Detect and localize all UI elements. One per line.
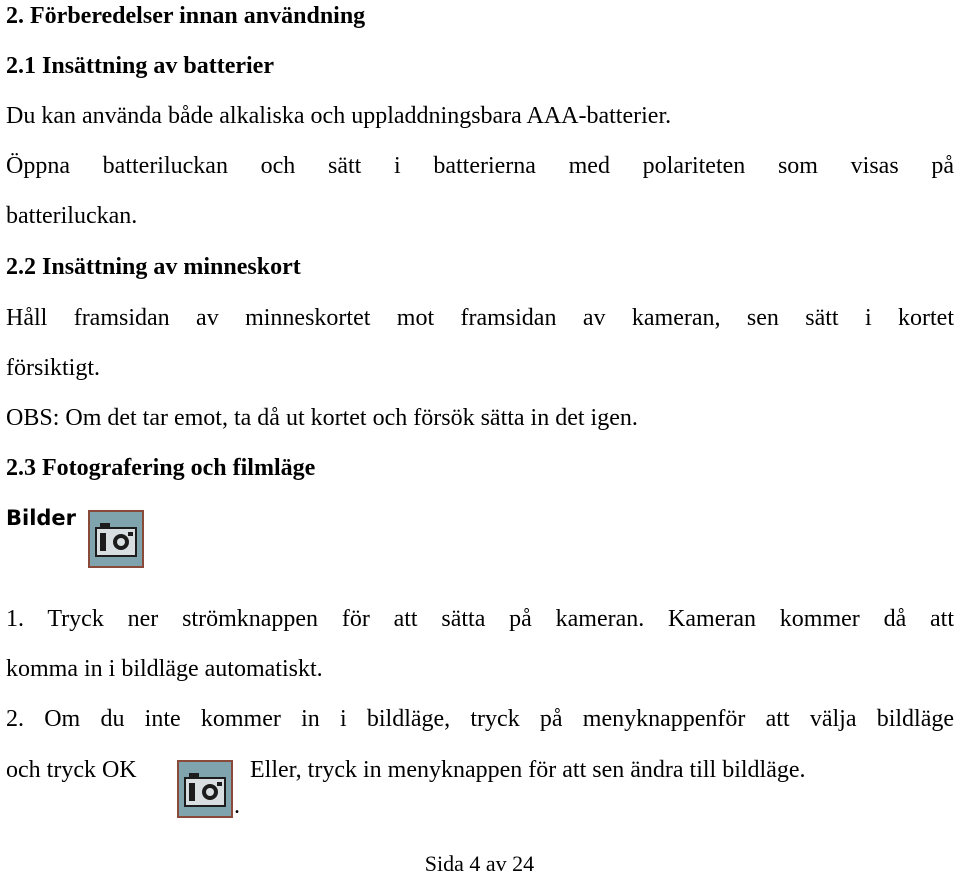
- memory-card-note: OBS: Om det tar emot, ta då ut kortet och försök sätta in det igen.: [6, 405, 638, 431]
- batteries-text-line-2: Öppna batteriluckan och sätt i batterierna med polariteten som visas på: [6, 153, 954, 179]
- step-1-line-1: 1. Tryck ner strömknappen för att sätta på kameran. Kameran kommer då att: [6, 606, 954, 632]
- memory-card-text-line-1: Håll framsidan av minneskortet mot framsidan av kameran, sen sätt i kortet: [6, 305, 954, 331]
- batteries-text-line-1: Du kan använda både alkaliska och uppladdningsbara AAA-batterier.: [6, 103, 672, 129]
- memory-card-heading: 2.2 Insättning av minneskort: [6, 254, 301, 280]
- memory-card-text-line-2: försiktigt.: [6, 355, 100, 381]
- camera-mode-icon-inline: [177, 760, 233, 818]
- photo-mode-subheading: Bilder: [6, 506, 77, 530]
- page-number: Sida 4 av 24: [424, 851, 535, 876]
- step-2-line-1: 2. Om du inte kommer in i bildläge, tryck på menyknappenför att välja bildläge: [6, 706, 954, 732]
- step-2-dot: .: [234, 793, 240, 819]
- batteries-heading: 2.1 Insättning av batterier: [6, 53, 274, 79]
- photo-mode-heading: 2.3 Fotografering och filmläge: [6, 455, 316, 481]
- section-heading: 2. Förberedelser innan användning: [6, 3, 366, 29]
- camera-mode-icon: [88, 510, 144, 568]
- batteries-text-line-3: batteriluckan.: [6, 203, 138, 229]
- step-1-line-2: komma in i bildläge automatiskt.: [6, 656, 323, 682]
- step-2-line-2-end: Eller, tryck in menyknappen för att sen ändra till bildläge.: [250, 757, 806, 783]
- step-2-line-2-start: och tryck OK: [6, 757, 137, 783]
